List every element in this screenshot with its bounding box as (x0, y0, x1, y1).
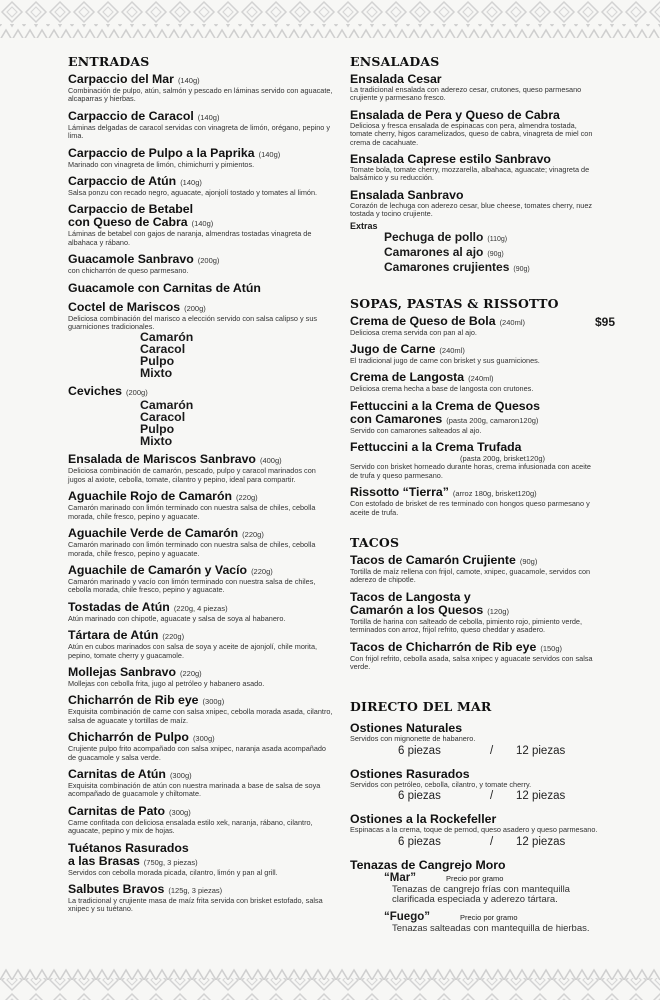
menu-item: Mollejas Sanbravo (220g) Mollejas con cebolla frita, jugo al petróleo y habanero asado. (68, 664, 265, 688)
section-title-mar: DIRECTO DEL MAR (350, 699, 492, 715)
menu-item: Tacos de Camarón Crujiente (90g) Tortilla de maíz rellena con frijol, camote, xnipec, guacamole, servidos con aderezo de chipotle. (350, 552, 591, 585)
menu-item: Tacos de Chicharrón de Rib eye (150g) Con frijol refrito, cebolla asada, salsa xnipec y aguacate servidos con salsa verde. (350, 639, 593, 671)
pieces-row: 6 piezas / 12 piezas (398, 744, 566, 757)
menu-item: Chicharrón de Rib eye (300g) Exquisita combinación de carne con salsa xnipec, cebolla morada asada, cilantro, salsa de aguacate y tortillas de maíz. (68, 693, 333, 725)
menu-item: Ostiones Naturales Servidos con mignonette de habanero. 6 piezas / 12 piezas (350, 722, 600, 757)
menu-item: Aguachile Rojo de Camarón (220g) Camarón marinado con limón terminado con nuestra salsa de chiles, cebolla morada, chile fresco, pepino y aguacate. (68, 489, 316, 521)
option: Camarón (140, 398, 194, 413)
option: Mixto (140, 366, 173, 381)
option: Pulpo (140, 354, 175, 369)
menu-item: Guacamole Sanbravo (200g) con chicharrón de queso parmesano. (68, 252, 220, 276)
menu-item: Fettuccini a la Crema de Quesos con Camarones (pasta 200g, camaron120g) Servido con camarones salteados al ajo. (350, 398, 540, 435)
menu-item: Carpaccio de Pulpo a la Paprika (140g) Marinado con vinagreta de limón, chimichurri y pimientos. (68, 145, 281, 169)
menu-item: Aguachile de Camarón y Vacío (220g) Camarón marinado y vacío con limón terminado con nuestra salsa de chiles, cebolla morada, chile fresco, pepino y aguacate. (68, 562, 316, 595)
menu-item: Ensalada Caprese estilo Sanbravo Tomate bola, tomate cherry, mozzarella, albahaca, aguacate; vinagreta de balsámico y su reducción. (350, 152, 590, 183)
menu-item: Ensalada de Mariscos Sanbravo (400g) Deliciosa combinación de camarón, pescado, pulpo y caracol marinados con jugos al axiote, cebolla, tomate, cilantro y pepino, ideal para compartir. (68, 452, 316, 484)
left-column (68, 54, 333, 920)
tenaza-option: “Mar” Precio por gramo (384, 871, 504, 884)
menu-item: Salbutes Bravos (125g, 3 piezas) La tradicional y crujiente masa de maíz frita servida con brisket estofado, salsa xnipec y su tuétano. (68, 882, 323, 914)
pieces-row: 6 piezas / 12 piezas (398, 790, 566, 803)
tenaza-option: “Fuego” Precio por gramo (384, 910, 518, 923)
menu-item-tenazas: Tenazas de Cangrejo Moro “Mar” Precio por gramo Tenazas de cangrejo frías con mantequilla clarificada especiada y aderezo tártara. “Fuego” Precio por gramo Tenazas salteadas con mantequilla de hierbas. (350, 859, 600, 934)
menu-item: Ensalada Cesar La tradicional ensalada con aderezo cesar, crutones, queso parmesano crujiente y parmesano fresco. (350, 72, 582, 103)
right-column (350, 54, 615, 940)
option: Pulpo (140, 422, 175, 437)
menu-item: Ensalada de Pera y Queso de Cabra Deliciosa y fresca ensalada de espinacas con pera, almendra tostada, tomate cherry, higos caramelizados, queso de cabra, vinagreta de miel con crema de cacahuate. (350, 107, 593, 147)
option: Camarón (140, 330, 194, 345)
menu-item: Chicharrón de Pulpo (300g) Crujiente pulpo frito acompañado con salsa xnipec, naranja asada acompañado de guacamole y salsa verde. (68, 730, 326, 762)
menu-item-ceviches: Ceviches (200g) Camarón Caracol Pulpo Mixto (68, 385, 333, 447)
pieces-row: 6 piezas / 12 piezas (398, 835, 566, 848)
menu-item: Crema de Langosta (240ml) Deliciosa crema hecha a base de langosta con crutones. (350, 370, 534, 394)
menu-item: Carnitas de Atún (300g) Exquisita combinación de atún con nuestra marinada a base de salsa de soya acompañado de guacamole y chiltomate. (68, 766, 321, 799)
menu-item: Carpaccio de Atún (140g) Salsa ponzu con recado negro, aguacate, ajonjolí tostado y tomates al limón. (68, 174, 318, 198)
menu-item: Guacamole con Carnitas de Atún (68, 280, 261, 295)
option: Caracol (140, 410, 186, 425)
option: Mixto (140, 434, 173, 449)
menu-item: Ostiones Rasurados Servidos con petróleo, cebolla, cilantro, y tomate cherry. 6 piezas / 12 piezas (350, 768, 600, 803)
menu-item: Tuétanos Rasurados a las Brasas (750g, 3 piezas) Servidos con cebolla morada picada, cilantro, limón y pan al grill. (68, 840, 278, 877)
menu-item: Fettuccini a la Crema Trufada (pasta 200g, brisket120g) Servido con brisket horneado durante horas, crema infusionada con aceite de trufa y queso parmesano. (350, 440, 591, 480)
menu-item: Tacos de Langosta y Camarón a los Quesos (120g) Tortilla de harina con salteado de cebolla, pimiento rojo, pimiento verde, terminados con arroz, frijol refrito, queso cheddar y asadero. (350, 589, 583, 635)
menu-item: Tostadas de Atún (220g, 4 piezas) Atún marinado con chipotle, aguacate y salsa de soya al habanero. (68, 599, 286, 623)
menu-item: Carpaccio de Caracol (140g) Láminas delgadas de caracol servidas con vinagreta de limón, orégano, pepino y lima. (68, 108, 331, 141)
menu-item: Rissotto “Tierra” (arroz 180g, brisket120g) Con estofado de brisket de res terminado con hongos queso parmesano y aceite de trufa. (350, 485, 590, 517)
menu-item-coctel: Coctel de Mariscos (200g) Deliciosa combinación del marisco a elección servido con salsa calipso y sus guarniciones tradicionales. Camarón Caracol Pulpo Mixto (68, 301, 333, 380)
menu-item: Carpaccio del Mar (140g) Combinación de pulpo, atún, salmón y pescado en láminas servido con aguacate, alcaparras y hierbas. (68, 72, 333, 104)
menu-item: Crema de Queso de Bola (240ml) Deliciosa crema servida con pan al ajo. $95 (350, 313, 615, 337)
extra-item: Pechuga de pollo (110g) (384, 229, 508, 244)
menu-item: Ostiones a la Rockefeller Espinacas a la crema, toque de pernod, queso asadero y queso parmesano. 6 piezas / 12 piezas (350, 813, 600, 848)
extra-item: Camarones al ajo (90g) (384, 244, 504, 259)
menu-item: Aguachile Verde de Camarón (220g) Camarón marinado con limón terminado con nuestra salsa de chiles, cebolla morada, chile fresco, pepino y aguacate. (68, 526, 316, 558)
menu-item: Carnitas de Pato (300g) Carne confitada con deliciosa ensalada estilo xek, naranja, rábano, cilantro, aguacate, pepino y mix de hojas. (68, 803, 313, 836)
menu-item: Tártara de Atún (220g) Atún en cubos marinados con salsa de soya y aceite de ajonjolí, chile morita, pepino, tomate cherry y guacamole. (68, 628, 318, 660)
price-badge: $95 (594, 314, 615, 329)
option: Caracol (140, 342, 186, 357)
section-title-tacos: TACOS (350, 534, 400, 550)
menu-item: Jugo de Carne (240ml) El tradicional jugo de carne con brisket y sus guarniciones. (350, 342, 540, 366)
section-title-ensaladas: ENSALADAS (350, 54, 440, 69)
menu-item: Carpaccio de Betabel con Queso de Cabra (140g) Láminas de betabel con gajos de naranja, almendras tostadas vinagreta de albahaca y rábano. (68, 202, 312, 247)
section-title-sopas: SOPAS, PASTAS & RISSOTTO (350, 295, 559, 311)
section-title-entradas: ENTRADAS (68, 54, 150, 69)
extras-label: Extras (350, 220, 378, 231)
menu-item: Ensalada Sanbravo Corazón de lechuga con aderezo cesar, blue cheese, tomates cherry, nuez tostada y tocino crujiente. (350, 187, 593, 219)
extra-item: Camarones crujientes (90g) (384, 259, 530, 274)
